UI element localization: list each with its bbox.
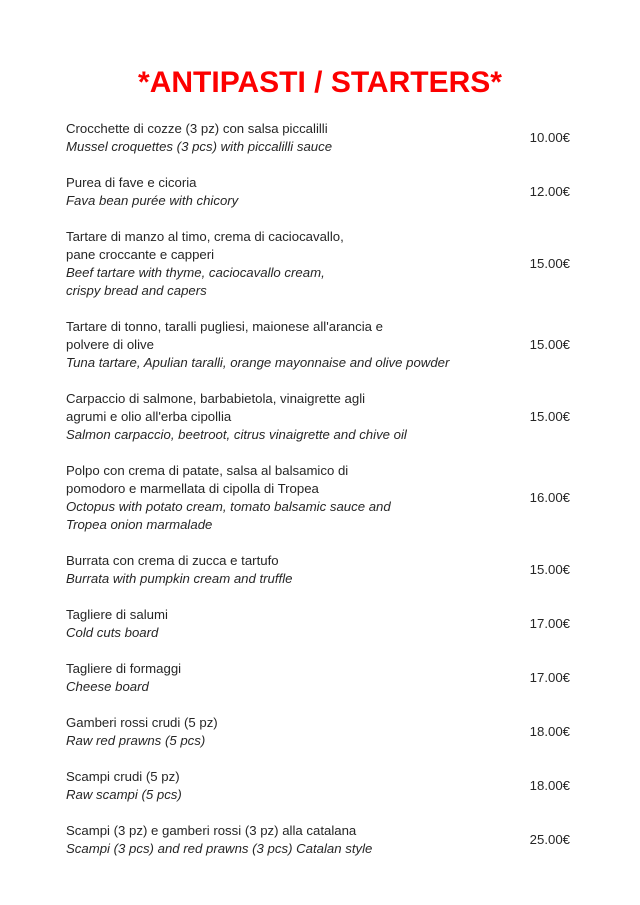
menu-item-description: Raw scampi (5 pcs) xyxy=(66,787,182,802)
menu-item xyxy=(66,714,570,750)
menu-item xyxy=(66,120,570,156)
menu-item-text xyxy=(66,318,449,372)
menu-item-name: pane croccante e capperi xyxy=(66,247,215,262)
menu-item-name: Burrata con crema di zucca e tartufo xyxy=(66,553,279,568)
menu-item xyxy=(66,660,570,696)
menu-item-description: Cold cuts board xyxy=(66,625,159,640)
menu-item-description: Tropea onion marmalade xyxy=(66,517,213,532)
menu-item-price: 16.00€ xyxy=(529,490,570,505)
menu-item-text xyxy=(66,822,372,858)
menu-item-list xyxy=(0,120,640,858)
menu-item-price: 25.00€ xyxy=(529,832,570,847)
menu-item-name: Gamberi rossi crudi (5 pz) xyxy=(66,715,218,730)
menu-item-price: 15.00€ xyxy=(529,409,570,424)
menu-item-name: Scampi crudi (5 pz) xyxy=(66,769,180,784)
menu-item-text xyxy=(66,174,238,210)
page-title: *ANTIPASTI / STARTERS* xyxy=(138,66,502,99)
menu-item xyxy=(66,822,570,858)
menu-item-price: 18.00€ xyxy=(529,724,570,739)
menu-item-name: pomodoro e marmellata di cipolla di Tropea xyxy=(66,481,319,496)
menu-item xyxy=(66,174,570,210)
menu-item-text xyxy=(66,768,182,804)
menu-item-description: Octopus with potato cream, tomato balsamic sauce and xyxy=(66,499,391,514)
menu-item-text xyxy=(66,390,407,444)
menu-item-text xyxy=(66,660,181,696)
menu-item xyxy=(66,318,570,372)
menu-item-name: Carpaccio di salmone, barbabietola, vinaigrette agli xyxy=(66,391,366,406)
menu-item-description: Tuna tartare, Apulian taralli, orange mayonnaise and olive powder xyxy=(66,355,450,370)
menu-item-text xyxy=(66,552,293,588)
menu-item-name: Tartare di manzo al timo, crema di caciocavallo, xyxy=(66,229,344,244)
menu-item-description: Beef tartare with thyme, caciocavallo cream, xyxy=(66,265,325,280)
menu-item xyxy=(66,462,570,534)
menu-item-price: 17.00€ xyxy=(529,616,570,631)
menu-item-description: crispy bread and capers xyxy=(66,283,207,298)
menu-item-text xyxy=(66,228,344,300)
menu-item-name: Crocchette di cozze (3 pz) con salsa piccalilli xyxy=(66,121,328,136)
menu-item xyxy=(66,768,570,804)
menu-item-price: 10.00€ xyxy=(529,130,570,145)
menu-item-description: Salmon carpaccio, beetroot, citrus vinaigrette and chive oil xyxy=(66,427,407,442)
menu-item-name: Polpo con crema di patate, salsa al balsamico di xyxy=(66,463,349,478)
menu-item-name: Scampi (3 pz) e gamberi rossi (3 pz) alla catalana xyxy=(66,823,357,838)
menu-item-price: 18.00€ xyxy=(529,778,570,793)
menu-item-description: Scampi (3 pcs) and red prawns (3 pcs) Catalan style xyxy=(66,841,373,856)
menu-item-name: polvere di olive xyxy=(66,337,154,352)
menu-item-text xyxy=(66,120,332,156)
menu-item-name: Tartare di tonno, taralli pugliesi, maionese all'arancia e xyxy=(66,319,383,334)
menu-item-price: 15.00€ xyxy=(529,562,570,577)
menu-item xyxy=(66,552,570,588)
menu-item xyxy=(66,390,570,444)
menu-item-price: 15.00€ xyxy=(529,256,570,271)
menu-item xyxy=(66,606,570,642)
menu-item-price: 12.00€ xyxy=(529,184,570,199)
menu-item-text xyxy=(66,606,168,642)
menu-item-description: Mussel croquettes (3 pcs) with piccalilli sauce xyxy=(66,139,333,154)
menu-item-price: 17.00€ xyxy=(529,670,570,685)
menu-item-description: Burrata with pumpkin cream and truffle xyxy=(66,571,293,586)
menu-item-text xyxy=(66,714,218,750)
menu-item-text xyxy=(66,462,391,534)
menu-item-price: 15.00€ xyxy=(529,337,570,352)
menu-item-name: Purea di fave e cicoria xyxy=(66,175,197,190)
menu-item-description: Raw red prawns (5 pcs) xyxy=(66,733,206,748)
menu-item-name: Tagliere di formaggi xyxy=(66,661,182,676)
menu-item-description: Fava bean purée with chicory xyxy=(66,193,239,208)
menu-item-name: agrumi e olio all'erba cipollia xyxy=(66,409,232,424)
menu-item xyxy=(66,228,570,300)
menu-item-name: Tagliere di salumi xyxy=(66,607,168,622)
menu-item-description: Cheese board xyxy=(66,679,149,694)
